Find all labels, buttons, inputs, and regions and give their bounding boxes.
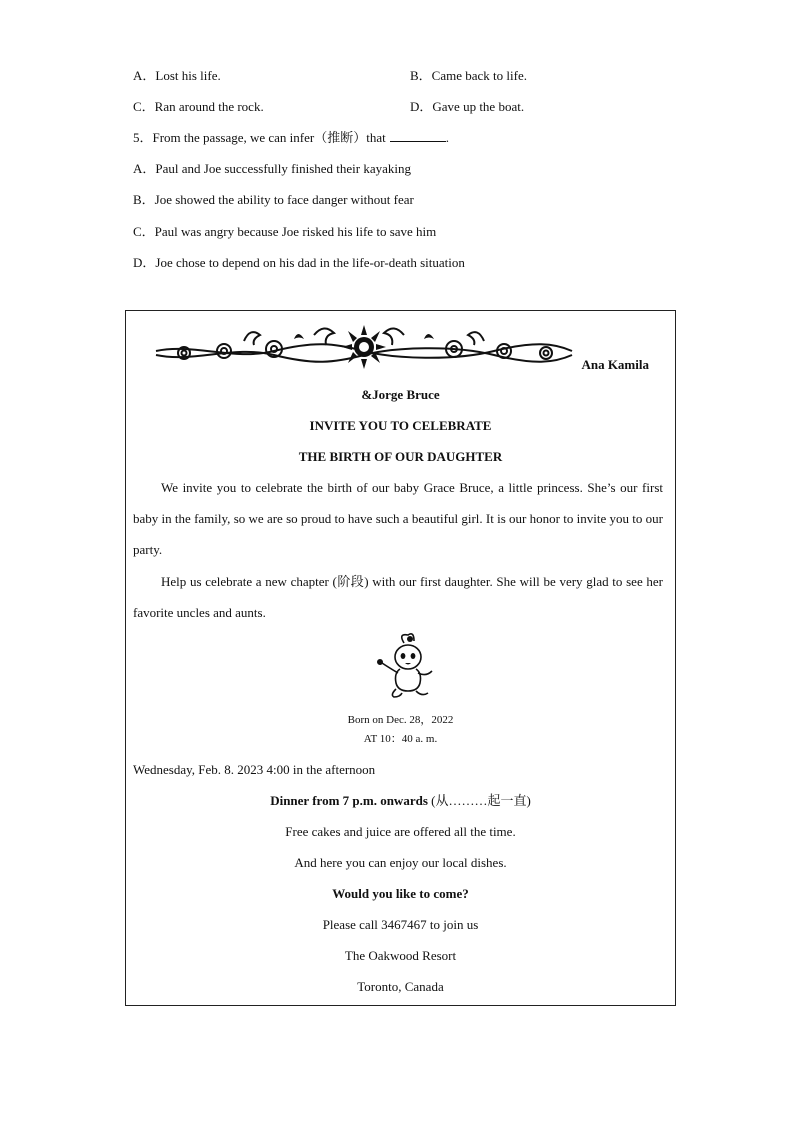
q5-option-a: A．Paul and Joe successfully finished their kayaking <box>133 161 411 176</box>
q4-option-b: B．Came back to life. <box>410 68 527 83</box>
baby-illustration-icon <box>366 633 466 701</box>
q5-stem <box>133 130 449 146</box>
birth-time: AT 10：40 a. m. <box>363 733 438 745</box>
venue-name: The Oakwood Resort <box>344 948 457 963</box>
dinner-time: Dinner from 7 p.m. onwards <box>270 793 428 808</box>
q5-option-d: D．Joe chose to depend on his dad in the life-or-death situation <box>133 255 465 270</box>
invitation-heading-1: INVITE YOU TO CELEBRATE <box>309 418 492 433</box>
host-name-1: Ana Kamila <box>581 357 649 372</box>
q4-option-c: C．Ran around the rock. <box>133 99 264 114</box>
invitation-paragraph-2: Help us celebrate a new chapter (阶段) with our first daughter. She will be very glad to see her favorite uncles and aunts. <box>133 574 663 620</box>
ornament-border-icon <box>154 321 574 369</box>
answer-blank <box>390 130 446 142</box>
q5-option-c: C．Paul was angry because Joe risked his life to save him <box>133 224 437 239</box>
q5-option-b: B．Joe showed the ability to face danger without fear <box>133 192 414 207</box>
q5-stem-text: 5．From the passage, we can infer（推断）that <box>133 130 386 145</box>
rsvp-question: Would you like to come? <box>332 886 469 901</box>
host-name-2: &Jorge Bruce <box>361 387 440 402</box>
invitation-heading-2: THE BIRTH OF OUR DAUGHTER <box>298 449 503 464</box>
call-line: Please call 3467467 to join us <box>322 917 479 932</box>
q4-option-d: D．Gave up the boat. <box>410 99 525 114</box>
birth-date: Born on Dec. 28，2022 <box>347 714 454 726</box>
dinner-line <box>126 792 675 810</box>
dinner-note: (从………起一直) <box>427 793 531 808</box>
q5-stem-end: . <box>445 130 449 145</box>
party-date-time: Wednesday, Feb. 8. 2023 4:00 in the afternoon <box>133 762 376 777</box>
venue-city: Toronto, Canada <box>357 979 444 994</box>
q4-option-a: A．Lost his life. <box>133 68 221 83</box>
cakes-line: Free cakes and juice are offered all the time. <box>285 824 516 839</box>
invitation-card <box>125 310 676 1006</box>
dishes-line: And here you can enjoy our local dishes. <box>294 855 507 870</box>
invitation-paragraph-1: We invite you to celebrate the birth of our baby Grace Bruce, a little princess. She’s our first baby in the family, so we are so proud to have such a beautiful girl. It is our honor to invite you to our party. <box>133 480 663 557</box>
